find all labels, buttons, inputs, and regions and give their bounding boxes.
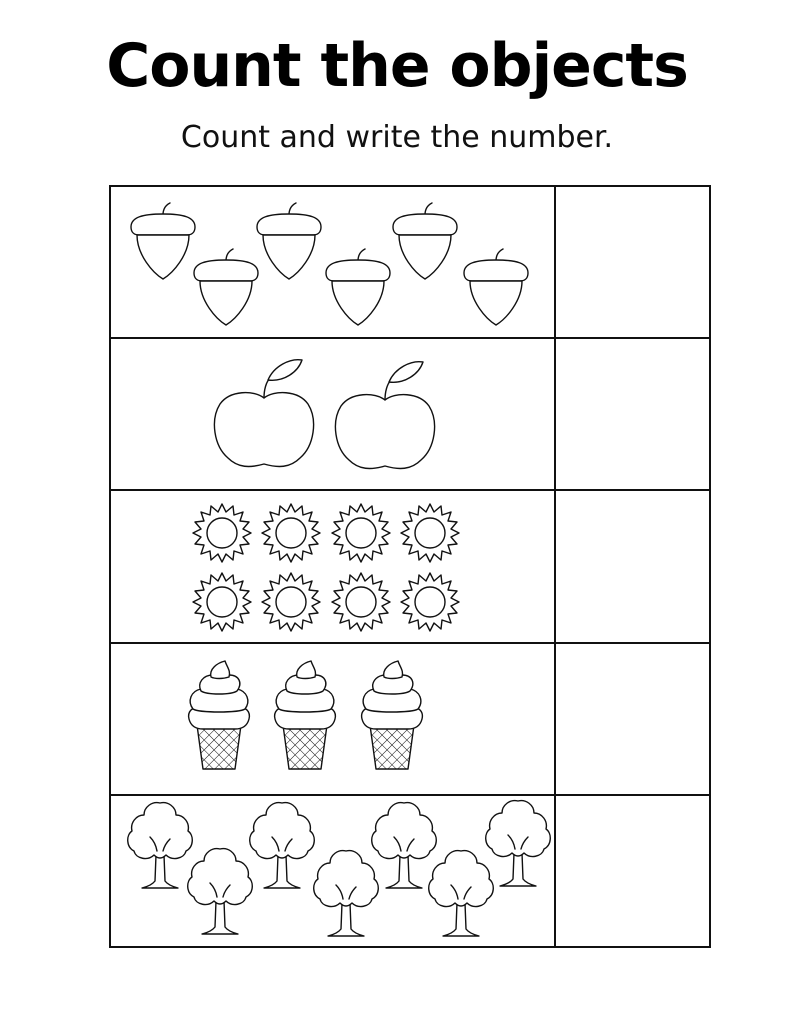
acorn-icon: [326, 249, 390, 325]
table-row: [109, 795, 711, 947]
apple-icon: [335, 362, 434, 469]
tree-icon: [128, 803, 193, 888]
table-row: [109, 490, 711, 642]
answer-box[interactable]: [555, 795, 711, 947]
acorn-icon: [464, 249, 528, 325]
sun-icon: [332, 573, 390, 631]
picture-cell-acorns: [109, 185, 555, 337]
tree-icon: [486, 801, 551, 886]
picture-cell-apples: [109, 338, 555, 490]
answer-box[interactable]: [555, 185, 711, 337]
ice-cream-icon: [362, 661, 423, 769]
tree-icon: [188, 849, 253, 934]
tree-icon: [429, 851, 494, 936]
acorn-icon: [257, 203, 321, 279]
answer-box[interactable]: [555, 490, 711, 642]
acorn-icon: [393, 203, 457, 279]
answer-box[interactable]: [555, 643, 711, 795]
acorn-icon: [194, 249, 258, 325]
sun-icon: [262, 504, 320, 562]
picture-cell-ice-creams: [109, 643, 555, 795]
apple-icon: [214, 360, 313, 467]
counting-table: [109, 185, 711, 948]
worksheet-instruction: Count and write the number.: [180, 120, 614, 155]
table-row: [109, 338, 711, 490]
sun-icon: [193, 573, 251, 631]
sun-icon: [262, 573, 320, 631]
table-row: [109, 643, 711, 795]
sun-icon: [193, 504, 251, 562]
picture-cell-suns: [109, 490, 555, 642]
picture-cell-trees: [109, 795, 555, 947]
sun-icon: [332, 504, 390, 562]
tree-icon: [372, 803, 437, 888]
table-row: [109, 185, 711, 337]
acorn-icon: [131, 203, 195, 279]
worksheet-title: Count the objects: [106, 31, 688, 101]
ice-cream-icon: [275, 661, 336, 769]
ice-cream-icon: [189, 661, 250, 769]
sun-icon: [401, 573, 459, 631]
sun-icon: [401, 504, 459, 562]
answer-box[interactable]: [555, 338, 711, 490]
tree-icon: [250, 803, 315, 888]
tree-icon: [314, 851, 379, 936]
